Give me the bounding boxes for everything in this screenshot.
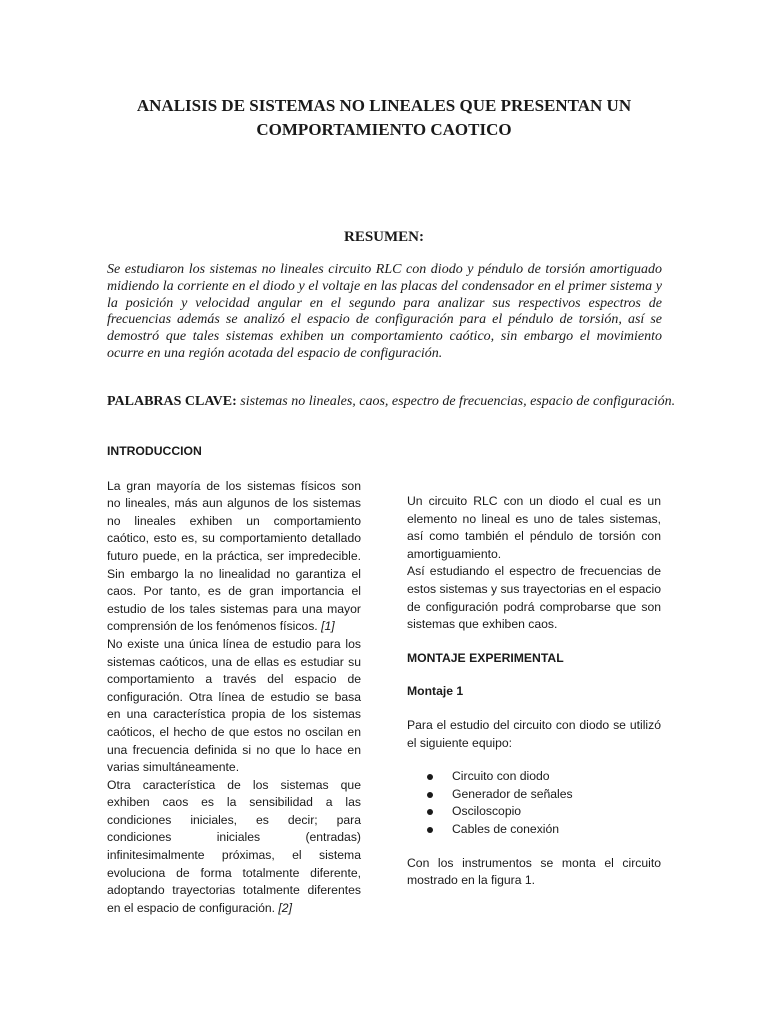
intro-paragraph-1-text: La gran mayoría de los sistemas físicos son no lineales, más aun algunos de los sistemas no lineales exhiben un comportamiento caótico, esto es, su comportamiento detallado futuro puede, en la práctica, ser impredecible. Sin embargo la no linealidad no garantiza el caos. Por tanto, es de gran importancia el estudio de los tales sistemas para una mayor comprensión de los fenómenos físicos. — [107, 478, 361, 634]
setup-1-heading: Montaje 1 — [407, 684, 464, 699]
equipment-list — [407, 768, 661, 838]
keywords-label: PALABRAS CLAVE: — [107, 394, 237, 409]
list-item — [407, 768, 661, 786]
rlc-paragraph: Un circuito RLC con un diodo el cual es un elemento no lineal es uno de tales sistemas, así como también el péndulo de torsión con amortiguamiento. — [407, 494, 661, 561]
equipment-intro: Para el estudio del circuito con diodo se utilizó el siguiente equipo: — [407, 717, 661, 750]
paper-title — [100, 94, 668, 142]
list-item — [407, 821, 661, 839]
list-item — [407, 786, 661, 804]
circuit-paragraph: Con los instrumentos se monta el circuito mostrado en la figura 1. — [407, 855, 661, 888]
intro-paragraph-3 — [107, 777, 361, 918]
reference-2: [2] — [278, 900, 292, 915]
bullet-icon — [427, 792, 433, 798]
abstract-heading: RESUMEN: — [343, 229, 424, 245]
list-item-label: Generador de señales — [452, 786, 573, 801]
keywords-text: sistemas no lineales, caos, espectro de frecuencias, espacio de configuración. — [240, 394, 676, 409]
intro-paragraph-2: No existe una única línea de estudio para los sistemas caóticos, una de ellas es estudiar su comportamiento a través del espacio de configuración. Otra línea de estudio se basa en una característica propia de los sistemas caóticos, el hecho de que estos no oscilan en una frecuencia definida si no que lo hace en varias simultáneamente. — [107, 636, 361, 775]
list-item-label: Circuito con diodo — [452, 769, 550, 784]
list-item-label: Osciloscopio — [452, 804, 522, 819]
list-item — [407, 803, 661, 821]
left-column — [107, 443, 361, 917]
intro-paragraph-1 — [107, 478, 361, 636]
paper-title-line-1: ANALISIS DE SISTEMAS NO LINEALES QUE PRESENTAN UN — [136, 96, 632, 115]
list-item-label: Cables de conexión — [452, 821, 560, 836]
bullet-icon — [427, 827, 433, 833]
reference-1: [1] — [321, 619, 335, 634]
paper-title-line-2: COMPORTAMIENTO CAOTICO — [256, 120, 512, 139]
bullet-icon — [427, 809, 433, 815]
right-column — [407, 493, 661, 890]
abstract-text: Se estudiaron los sistemas no lineales circuito RLC con diodo y péndulo de torsión amortiguado midiendo la corriente en el diodo y el voltaje en las placas del condensador en el primer sistema y la posición y velocidad angular en el segundo para analizar sus respectivos espectros de frecuencias además se analizó el espacio de configuración para el péndulo de torsión, así se demostró que tales sistemas exhiben un comportamiento caótico, sin embargo el movimiento ocurre en una región acotada del espacio de configuración. — [107, 262, 662, 361]
spectrum-paragraph: Así estudiando el espectro de frecuencias de estos sistemas y sus trayectorias en el espacio de configuración podrá comprobarse que son sistemas que exhiben caos. — [407, 564, 662, 632]
introduction-heading: INTRODUCCION — [107, 444, 202, 458]
bullet-icon — [427, 774, 433, 780]
intro-paragraph-3-text: Otra característica de los sistemas que exhiben caos es la sensibilidad a las condiciones iniciales, es decir; para condiciones iniciales (entradas) infinitesimalmente próximas, el sistema evoluciona de forma totalmente diferente, adoptando trayectorias totalmente diferentes en el espacio de configuración. — [107, 777, 361, 915]
keywords — [107, 394, 687, 410]
experimental-setup-heading: MONTAJE EXPERIMENTAL — [407, 650, 564, 665]
